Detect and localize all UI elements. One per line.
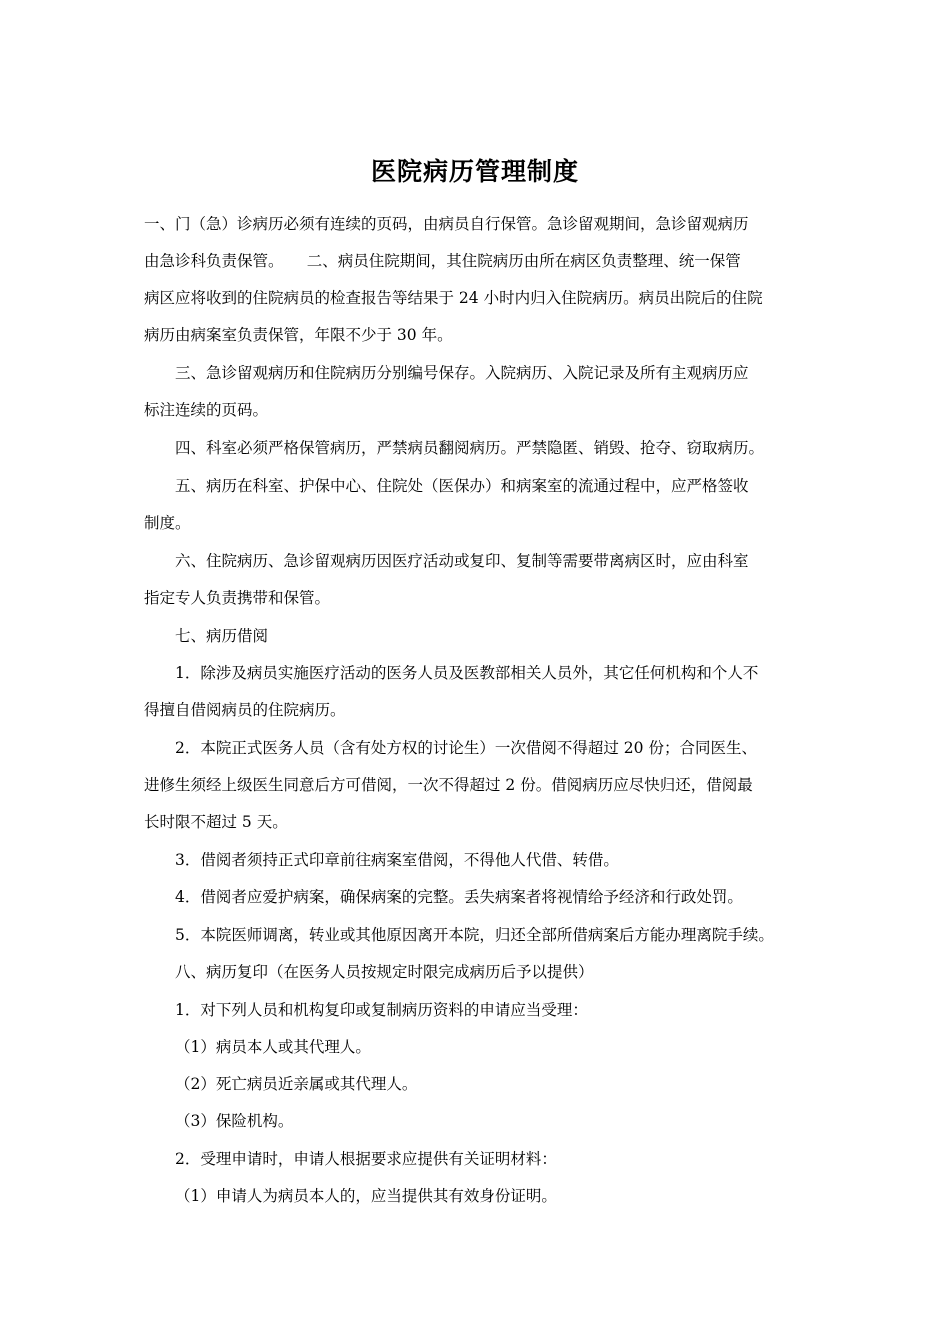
body-line: 4．借阅者应爱护病案，确保病案的完整。丢失病案者将视情给予经济和行政处罚。 xyxy=(175,888,743,906)
body-line: 2．受理申请时，申请人根据要求应提供有关证明材料： xyxy=(175,1150,557,1168)
section-heading: 七、病历借阅 xyxy=(175,627,269,645)
body-line: 三、急诊留观病历和住院病历分别编号保存。入院病历、入院记录及所有主观病历应 xyxy=(175,364,749,382)
body-line: 1．除涉及病员实施医疗活动的医务人员及医教部相关人员外，其它任何机构和个人不 xyxy=(175,664,759,682)
body-line: 2．本院正式医务人员（含有处方权的讨论生）一次借阅不得超过 20 份；合同医生、 xyxy=(175,739,757,757)
body-line: 得擅自借阅病员的住院病历。 xyxy=(144,701,346,719)
list-item: （3）保险机构。 xyxy=(175,1112,294,1130)
body-line: 由急诊科负责保管。 二、病员住院期间，其住院病历由所在病区负责整理、统一保管 xyxy=(144,252,741,270)
body-line: 5．本院医师调离，转业或其他原因离开本院，归还全部所借病案后方能办理离院手续。 xyxy=(175,926,774,944)
section-heading: 八、病历复印（在医务人员按规定时限完成病历后予以提供） xyxy=(175,963,594,981)
body-line: 标注连续的页码。 xyxy=(144,401,269,419)
body-line: 长时限不超过 5 天。 xyxy=(144,813,288,831)
list-item: （2）死亡病员近亲属或其代理人。 xyxy=(175,1075,418,1093)
list-item: （1）申请人为病员本人的，应当提供其有效身份证明。 xyxy=(175,1187,557,1205)
body-line: 指定专人负责携带和保管。 xyxy=(144,589,331,607)
body-line: 1．对下列人员和机构复印或复制病历资料的申请应当受理： xyxy=(175,1001,588,1019)
page-title: 医院病历管理制度 xyxy=(370,157,579,186)
body-line: 六、住院病历、急诊留观病历因医疗活动或复印、复制等需要带离病区时，应由科室 xyxy=(175,552,749,570)
body-line: 五、病历在科室、护保中心、住院处（医保办）和病案室的流通过程中，应严格签收 xyxy=(175,477,749,495)
body-line: 3．借阅者须持正式印章前往病案室借阅，不得他人代借、转借。 xyxy=(175,851,619,869)
body-line: 制度。 xyxy=(144,514,191,532)
body-line: 进修生须经上级医生同意后方可借阅，一次不得超过 2 份。借阅病历应尽快归还，借阅最 xyxy=(144,776,753,794)
body-line: 病历由病案室负责保管，年限不少于 30 年。 xyxy=(144,326,453,344)
list-item: （1）病员本人或其代理人。 xyxy=(175,1038,371,1056)
body-line: 一、门（急）诊病历必须有连续的页码，由病员自行保管。急诊留观期间，急诊留观病历 xyxy=(144,215,749,233)
body-line: 四、科室必须严格保管病历，严禁病员翻阅病历。严禁隐匿、销毁、抢夺、窃取病历。 xyxy=(175,439,765,457)
body-line: 病区应将收到的住院病员的检查报告等结果于 24 小时内归入住院病历。病员出院后的住院 xyxy=(144,289,763,307)
